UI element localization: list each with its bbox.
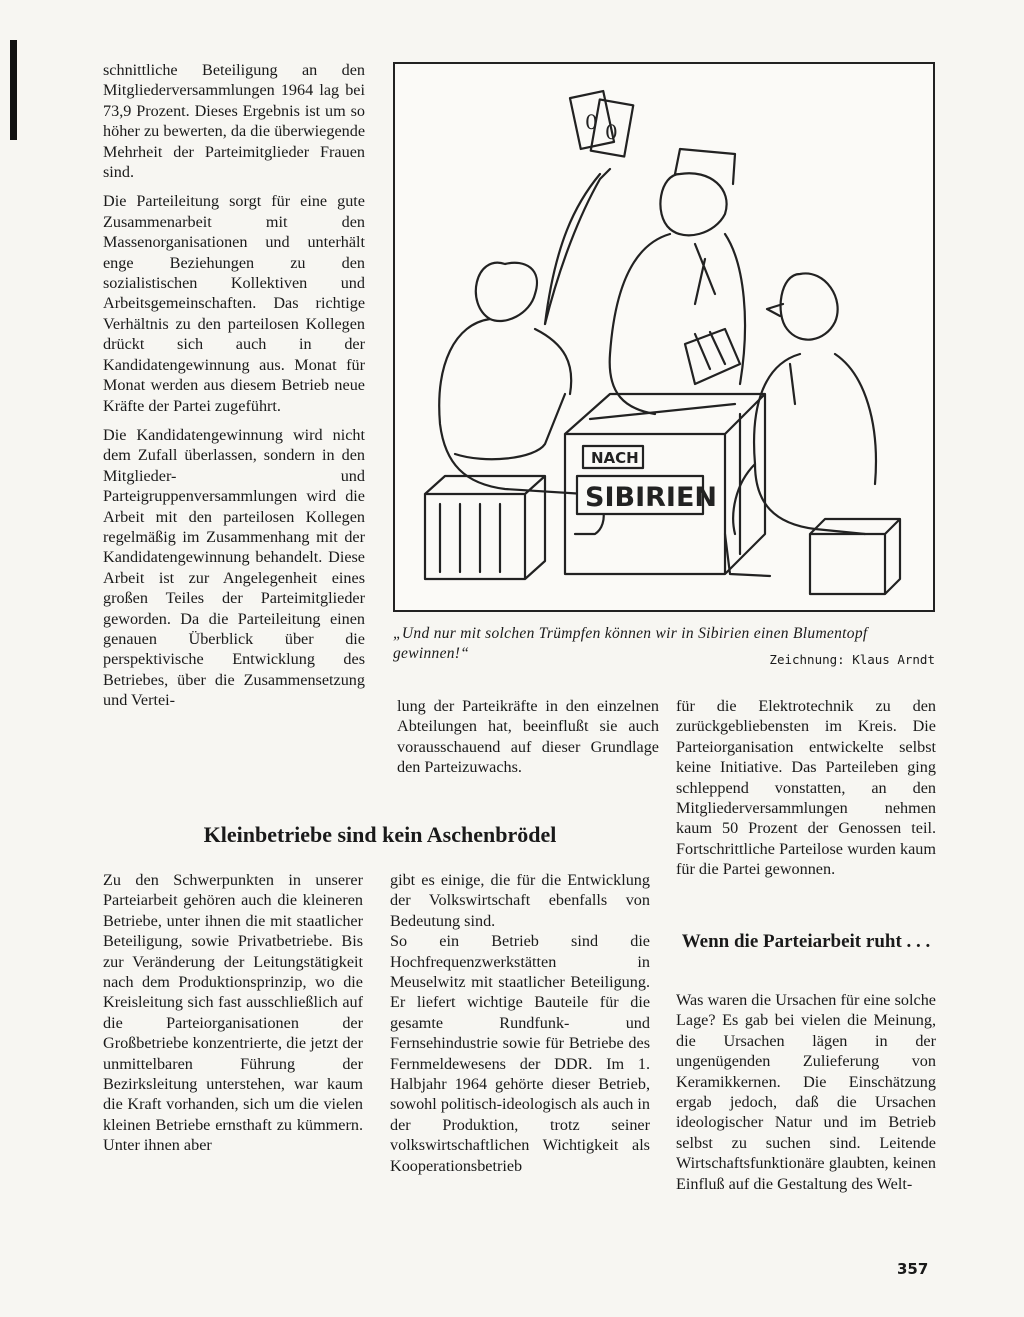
cartoon-credit: Zeichnung: Klaus Arndt bbox=[769, 652, 935, 667]
column-bottom-right bbox=[676, 990, 936, 1194]
paragraph: So ein Betrieb sind die Hochfrequenzwerkstätten in Meuselwitz mit staatlicher Beteiligung. Er liefert wichtige Bauteile für die gesamte Rundfunk- und Fernsehindustrie sowie für Betriebe des Fernmeldewesens der DDR. Im 1. Halbjahr 1964 gehörte dieser Betrieb, sowohl politisch-ideologisch als auch in der Produktion, trotz seiner volkswirtschaftlichen Wichtigkeit als Kooperationsbetrieb bbox=[390, 932, 650, 1175]
cartoon-caption: „Und nur mit solchen Trümpfen können wir in Sibirien einen Blumentopf gewinnen!“ bbox=[393, 625, 868, 662]
cartoon-illustration bbox=[393, 62, 935, 612]
paragraph: Die Parteileitung sorgt für eine gute Zusammenarbeit mit den Massenorganisationen und unterhält enge Beziehungen zu den sozialistischen Kollektiven und Arbeitsgemeinschaften. Das richtige Verhältnis zu den parteilosen Kollegen drückt sich auch in der Kandidatengewinnung aus. Monat für Monat werden aus diesem Betrieb neue Kräfte der Partei zugeführt. bbox=[103, 192, 365, 415]
raised-arm bbox=[545, 169, 610, 324]
paragraph: gibt es einige, die für die Entwicklung der Volkswirtschaft ebenfalls von Bedeutung sind. bbox=[390, 871, 650, 930]
scan-edge-mark bbox=[10, 40, 17, 140]
column-bottom-middle bbox=[390, 870, 650, 1176]
card-hand bbox=[685, 329, 740, 384]
column-bottom-left bbox=[103, 870, 363, 1156]
cartoon-drawing bbox=[395, 64, 933, 610]
page-number: 357 bbox=[897, 1260, 929, 1278]
paragraph: schnittliche Beteiligung an den Mitgliederversammlungen 1964 lag bei 73,9 Prozent. Dieses Ergebnis ist um so höher zu bewerten, da die überwiegende Mehrheit der Parteimitglieder Frauen sind. bbox=[103, 61, 365, 182]
column-top-left bbox=[103, 60, 365, 711]
paragraph: Zu den Schwerpunkten in unserer Parteiarbeit gehören auch die kleineren Betriebe, unter ihnen die mit staatlicher Beteiligung, sowie Privatbetriebe. Bis zur Veränderung der Leitungstätigkeit nach dem Produktionsprinzip, wo die Kreisleitung sich fast ausschließlich auf die Parteiorganisationen der Großbetriebe konzentrierte, die jetzt der unmittelbaren Führung der Bezirksleitung unterstehen, war kaum die Kraft vorhanden, sich um die vielen kleinen Betriebe ernsthaft zu kümmern. Unter ihnen aber bbox=[103, 871, 363, 1155]
paragraph: Was waren die Ursachen für eine solche Lage? Es gab bei vielen die Meinung, die Ursachen lägen in der ungenügenden Zulieferung von Keramikkernen. Die Einschätzung ergab jedoch, daß die Ursachen ideologischer Natur und im Betrieb selbst zu suchen sind. Leitende Wirtschaftsfunktionäre glaubten, keinen Einfluß auf die Gestaltung des Welt- bbox=[676, 991, 936, 1193]
paragraph: Die Kandidatengewinnung wird nicht dem Zufall überlassen, sondern in den Mitglieder- und Parteigruppenversammlungen wird die Arbeit mit den parteilosen Kollegen regelmäßig im Zusammenhang mit der Kandidatengewinnung behandelt. Diese Arbeit ist zur Angelegenheit eines großen Teiles der Parteimitglieder geworden. Da die Parteileitung einen genauen Überblick über die perspektivische Entwicklung des Betriebes, über die Zusammensetzung und Vertei- bbox=[103, 425, 365, 710]
crate-label-top: NACH bbox=[591, 449, 639, 467]
right-player bbox=[725, 273, 876, 576]
subheading: Wenn die Parteiarbeit ruht . . . bbox=[681, 931, 931, 952]
crate-label-main: SIBIRIEN bbox=[585, 482, 717, 513]
column-top-middle bbox=[397, 696, 659, 778]
section-heading: Kleinbetriebe sind kein Aschenbrödel bbox=[203, 822, 557, 847]
svg-text:0: 0 bbox=[585, 110, 598, 134]
svg-text:0: 0 bbox=[605, 120, 618, 144]
column-top-right bbox=[676, 696, 936, 880]
paragraph: für die Elektrotechnik zu den zurückgebliebensten im Kreis. Die Parteiorganisation entwickelte selbst keine Initiative. Das Parteileben ging schleppend vonstatten, an den Mitgliederversammlungen nehmen kaum 50 Prozent der Genossen teil. Fortschrittliche Parteilose wurden kaum für die Partei gewonnen. bbox=[676, 697, 936, 879]
paragraph: lung der Parteikräfte in den einzelnen Abteilungen hat, beeinflußt sie auch vorausschauend auf dieser Grundlage den Parteizuwachs. bbox=[397, 697, 659, 777]
middle-player bbox=[610, 149, 745, 414]
